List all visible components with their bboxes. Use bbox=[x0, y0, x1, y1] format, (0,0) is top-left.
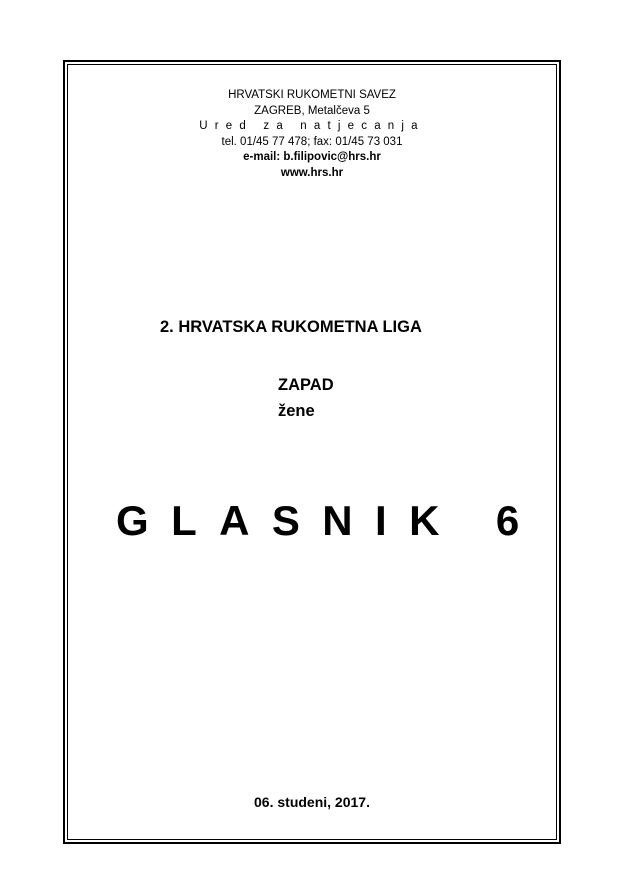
website-line: www.hrs.hr bbox=[280, 166, 344, 179]
region-name: ZAPAD bbox=[278, 376, 334, 394]
organization-name: HRVATSKI RUKOMETNI SAVEZ bbox=[228, 89, 396, 101]
region-block bbox=[278, 372, 334, 424]
organization-address: ZAGREB, Metalčeva 5 bbox=[254, 104, 370, 117]
letterhead bbox=[67, 88, 557, 182]
league-name: 2. HRVATSKA RUKOMETNA LIGA bbox=[160, 318, 422, 336]
bulletin-date: 06. studeni, 2017. bbox=[254, 794, 370, 810]
category-name: žene bbox=[278, 402, 315, 420]
email-line: e-mail: b.filipovic@hrs.hr bbox=[243, 151, 381, 164]
bulletin-title: GLASNIK 6 bbox=[116, 497, 542, 544]
phone-fax: tel. 01/45 77 478; fax: 01/45 73 031 bbox=[221, 135, 403, 148]
office-name: Ured za natjecanja bbox=[199, 120, 425, 133]
